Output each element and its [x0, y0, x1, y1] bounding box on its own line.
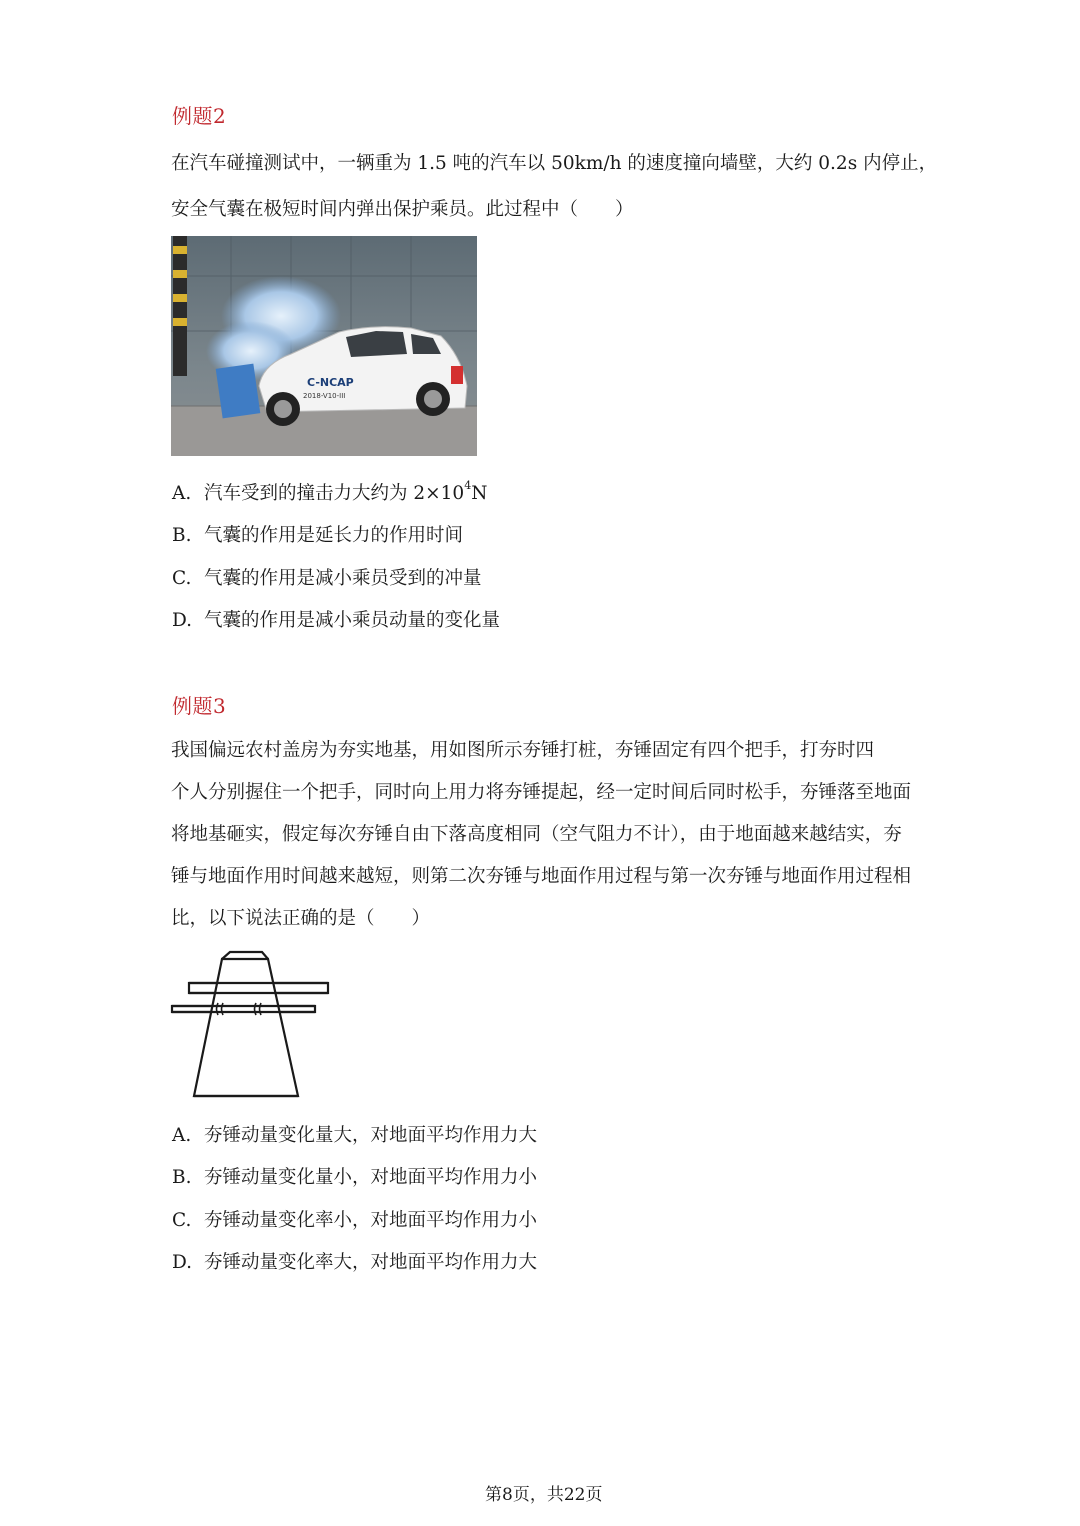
option-letter: D.: [172, 1252, 193, 1273]
option-text: 夯锤动量变化量小，对地面平均作用力小: [204, 1167, 538, 1188]
example3-question-line-5: 比，以下说法正确的是（ ）: [171, 908, 431, 929]
example2-option-a: [172, 479, 487, 505]
example3-option-d: [172, 1248, 537, 1274]
example3-heading: 例题3: [172, 694, 227, 718]
option-text: 汽车受到的撞击力大约为 2×10: [204, 483, 465, 504]
option-letter: C.: [172, 1210, 192, 1231]
example3-question-line-1: 我国偏远农村盖房为夯实地基，用如图所示夯锤打桩，夯锤固定有四个把手，打夯时四: [171, 740, 875, 761]
option-text: 夯锤动量变化量大，对地面平均作用力大: [204, 1125, 538, 1146]
option-letter: B.: [172, 1167, 192, 1188]
rammer-diagram: [170, 950, 332, 1100]
example2-option-c: [172, 564, 482, 590]
car-plate-label: 2018-V10-III: [303, 392, 346, 400]
example2-question-line-2: 安全气囊在极短时间内弹出保护乘员。此过程中（ ）: [171, 199, 634, 220]
example2-question-line-1: 在汽车碰撞测试中，一辆重为 1.5 吨的汽车以 50km/h 的速度撞向墙壁，大约 0.2s 内停止，: [171, 153, 938, 174]
example3-option-c: [172, 1206, 537, 1232]
example3-option-a: [172, 1121, 537, 1147]
example3-question-line-2: 个人分别握住一个把手，同时向上用力将夯锤提起，经一定时间后同时松手，夯锤落至地面: [171, 782, 912, 803]
example2-option-d: [172, 606, 500, 632]
option-text: 夯锤动量变化率大，对地面平均作用力大: [204, 1252, 538, 1273]
option-letter: C.: [172, 568, 192, 589]
car-brand-label: C-NCAP: [307, 376, 354, 389]
option-letter: A.: [172, 1125, 192, 1146]
option-text: 气囊的作用是延长力的作用时间: [204, 525, 464, 546]
example3-question-line-4: 锤与地面作用时间越来越短，则第二次夯锤与地面作用过程与第一次夯锤与地面作用过程相: [171, 866, 912, 887]
example3-question-line-3: 将地基砸实，假定每次夯锤自由下落高度相同（空气阻力不计），由于地面越来越结实，夯: [171, 824, 902, 845]
option-letter: A.: [172, 483, 192, 504]
option-letter: D.: [172, 610, 193, 631]
page-number: 第8页，共22页: [485, 1485, 603, 1505]
example2-heading: 例题2: [172, 104, 227, 128]
example3-option-b: [172, 1163, 537, 1189]
option-text: 夯锤动量变化率小，对地面平均作用力小: [204, 1210, 538, 1231]
example2-option-b: [172, 521, 463, 547]
crash-test-photo: [171, 236, 477, 456]
option-letter: B.: [172, 525, 192, 546]
option-unit: N: [471, 483, 488, 504]
option-superscript: 4: [464, 478, 472, 492]
option-text: 气囊的作用是减小乘员动量的变化量: [204, 610, 501, 631]
option-text: 气囊的作用是减小乘员受到的冲量: [204, 568, 482, 589]
